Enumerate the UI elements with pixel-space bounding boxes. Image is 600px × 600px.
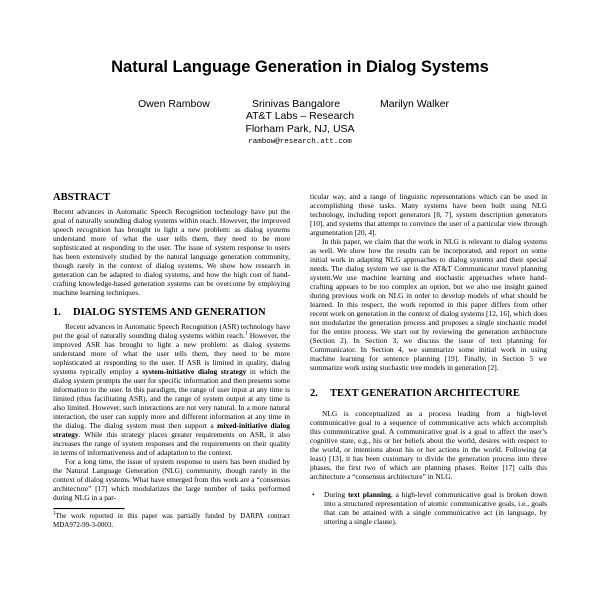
section-heading xyxy=(53,307,290,319)
body-paragraph: ticular way, and a range of linguistic representations which can be used in accomplishing these tasks. Many systems have been built using NLG technology, including report generators [8, 7], system description generators [10], and systems that attempt to convince the user of a particular view through argumentation [20, 4]. xyxy=(310,192,547,237)
author-name: Marilyn Walker xyxy=(380,98,450,110)
footnote-text: The work reported in this paper was partially funded by DARPA contract MDA972-99-3-0003. xyxy=(53,512,290,529)
text-run: in which the dialog system prompts the user for specific information and then presents some information to the user. In this paradigm, the range of user input at any time is limited (thus facilitating ASR), and the range of system output at any time is also limited. However, such interactions are not very natural. In a more natural interaction, the user can supply more and different information at any time in the dialog. The dialog system must then support a xyxy=(53,367,290,430)
footnote-marker: 1 xyxy=(244,331,248,337)
left-column xyxy=(53,192,290,529)
list-item xyxy=(310,490,547,526)
text-run: Recent advances in Automatic Speech Recognition (ASR) technology have put the goal of naturally sounding dialog systems within reach. xyxy=(53,322,290,340)
bold-term: text planning xyxy=(347,490,391,499)
section-number: 1. xyxy=(53,307,61,318)
text-run: . While this strategy places greater requirements on ASR, it also increases the range of system responses and the requirements on their quality in terms of informativeness and of adaptation to the context. xyxy=(53,430,290,457)
author-block xyxy=(0,98,600,158)
body-paragraph: For a long time, the issue of system response to users has been studied by the Natural Language Generation (NLG) community, though rarely in the context of dialog systems. What have emerged from this work are a “consensus architecture” [17] which modularizes the large number of tasks performed during NLG in a par- xyxy=(53,457,290,502)
author-email: rambow@research.att.com xyxy=(248,138,352,146)
footnote-marker: 1 xyxy=(53,511,56,517)
body-paragraph: NLG is conceptualized as a process leading from a high-level communicative goal to a sequence of communicative acts which accomplish this communicative goal. A communicative goal is a goal to affect the user’s cognitive state, e.g., his or her beliefs about the world, desires with respect to the world, or intentions about his or her actions in the world. Following (at least) [13], it has been customary to divide the generation process into three phases, the first two of which are planning phases. Reiter [17] calls this architecture a “consensus architecture” in NLG. xyxy=(310,409,547,481)
bullet-icon: • xyxy=(312,490,315,499)
paper-title: Natural Language Generation in Dialog Systems xyxy=(111,58,489,76)
text-run: , a high-level communicative goal is broken down into a structured representation of atomic communicative goals, i.e., goals that can be attained with a single communicative act (in language, by uttering a single clause). xyxy=(324,490,548,526)
section-heading xyxy=(310,388,547,400)
section-title: DIALOG SYSTEMS AND GENERATION xyxy=(73,307,266,318)
bold-term: system-initiative dialog strategy xyxy=(142,367,247,376)
bold-term: mixed-initiative dialog strategy xyxy=(53,421,290,439)
author-name: Owen Rambow xyxy=(138,98,210,110)
affiliation-location: Florham Park, NJ, USA xyxy=(245,123,355,135)
text-run: During xyxy=(324,490,348,499)
abstract-text: Recent advances in Automatic Speech Recognition technology have put the goal of naturally sounding dialog systems within reach. However, the improved speech recognition has brought to light a new problem: as dialog systems understand more of what the user tells them, they need to be more sophisticated at responding to the user. The issue of system response to users has been extensively studied by the natural language generation community, though rarely in the context of dialog systems. We show how research in generation can be adapted to dialog systems, and how the high cost of hand-crafting knowledge-based generation systems can be overcome by employing machine learning techniques. xyxy=(53,207,290,297)
body-paragraph xyxy=(53,322,290,457)
section-title: TEXT GENERATION ARCHITECTURE xyxy=(330,388,520,399)
footnote xyxy=(53,512,290,529)
right-column xyxy=(310,192,547,526)
body-paragraph: In this paper, we claim that the work in NLG is relevant to dialog systems as well. We show how the results can be incorporated, and report on some initial work in adapting NLG approaches to dialog systems and their special needs. The dialog system we use is the AT&T Communicator travel planning system.We use machine learning and stochastic approaches where hand-crafting appears to be too complex an option, but we also use insight gained during previous work on NLG in order to develop models of what should be learned. In this respect, the work reported in this paper differs from other recent work on generation in the context of dialog systems [12, 16], which does not modularize the generation process and proposes a single stochastic model for the entire process. We start out by reviewing the generation architecture (Section 2). In Section 3, we discuss the issue of text planning for Communicator. In Section 4, we summarize some initial work in using machine learning for sentence planning [19]. Finally, in Section 5 we summarize work using stochastic tree models in generation [2]. xyxy=(310,237,547,372)
section-number: 2. xyxy=(310,388,318,399)
text-run: However, the improved ASR has brought to light a new problem: as dialog systems understand more of what the user tells them, they need to be more sophisticated at responding to the user. If ASR is limited in quality, dialog systems typically employ a xyxy=(53,331,290,376)
author-name: Srinivas Bangalore xyxy=(252,98,341,110)
abstract-heading: ABSTRACT xyxy=(53,192,111,203)
footnote-rule xyxy=(53,508,125,510)
affiliation-line: AT&T Labs – Research xyxy=(245,110,355,122)
